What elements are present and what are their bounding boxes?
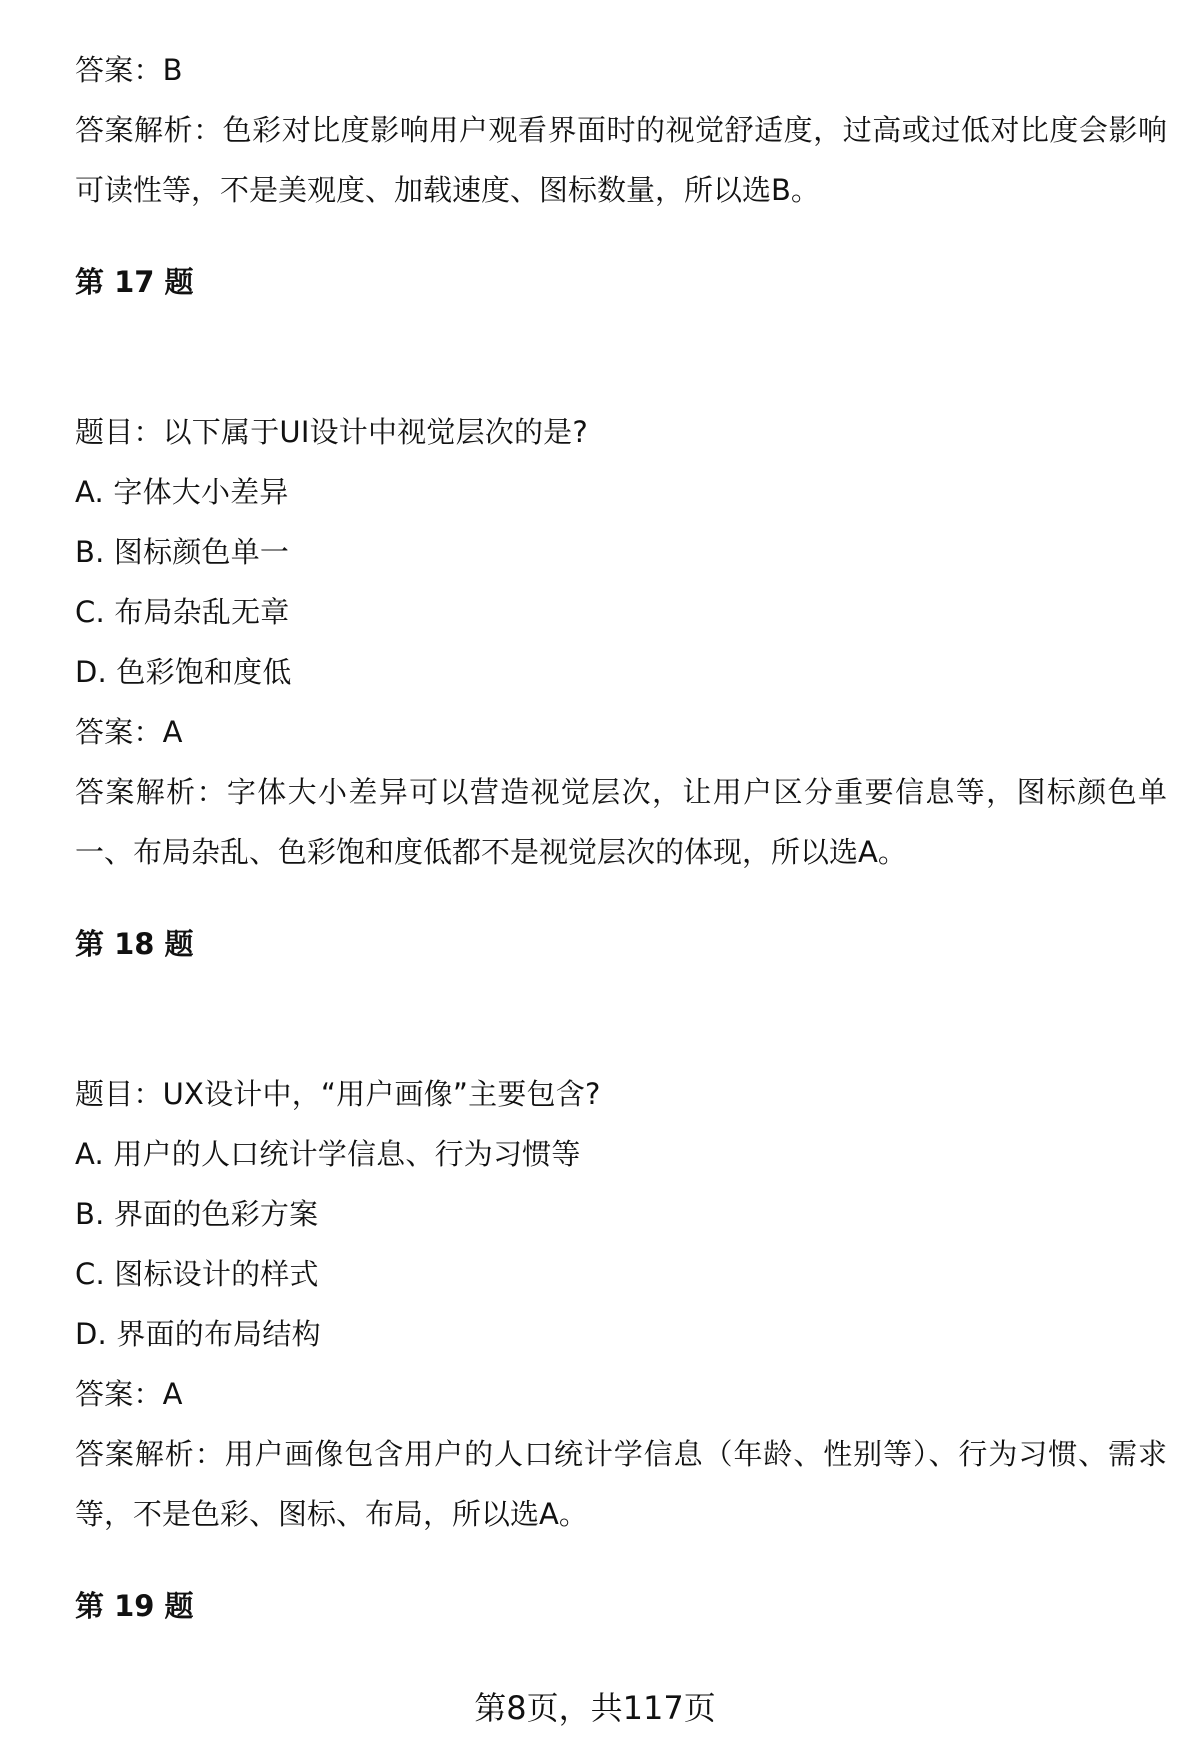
q17-option-d: D. 色彩饱和度低 xyxy=(75,655,292,689)
q17-heading: 第 17 题 xyxy=(75,265,194,299)
q16-answer: 答案：B xyxy=(75,53,183,87)
q17-option-c: C. 布局杂乱无章 xyxy=(75,595,290,629)
page-number: 第8页，共117页 xyxy=(474,1689,716,1727)
q16-analysis: 答案解析：色彩对比度影响用户观看界面时的视觉舒适度，过高或过低对比度会影响可读性等，不是美观度、加载速度、图标数量，所以选B。 xyxy=(75,113,1167,207)
q18-question: 题目：UX设计中，“用户画像”主要包含? xyxy=(75,1077,601,1111)
q17-option-a: A. 字体大小差异 xyxy=(75,475,289,509)
q17-answer: 答案：A xyxy=(75,715,183,749)
q18-option-d: D. 界面的布局结构 xyxy=(75,1317,321,1351)
q18-heading: 第 18 题 xyxy=(75,927,194,961)
q18-option-c: C. 图标设计的样式 xyxy=(75,1257,319,1291)
q18-option-a: A. 用户的人口统计学信息、行为习惯等 xyxy=(75,1137,581,1171)
q18-answer: 答案：A xyxy=(75,1377,183,1411)
q19-heading: 第 19 题 xyxy=(75,1589,194,1623)
q17-analysis: 答案解析：字体大小差异可以营造视觉层次，让用户区分重要信息等，图标颜色单一、布局杂乱、色彩饱和度低都不是视觉层次的体现，所以选A。 xyxy=(75,775,1167,869)
q17-option-b: B. 图标颜色单一 xyxy=(75,535,290,569)
q18-analysis: 答案解析：用户画像包含用户的人口统计学信息（年龄、性别等）、行为习惯、需求等，不是色彩、图标、布局，所以选A。 xyxy=(75,1437,1167,1531)
q18-option-b: B. 界面的色彩方案 xyxy=(75,1197,319,1231)
q17-question: 题目：以下属于UI设计中视觉层次的是? xyxy=(75,415,588,449)
